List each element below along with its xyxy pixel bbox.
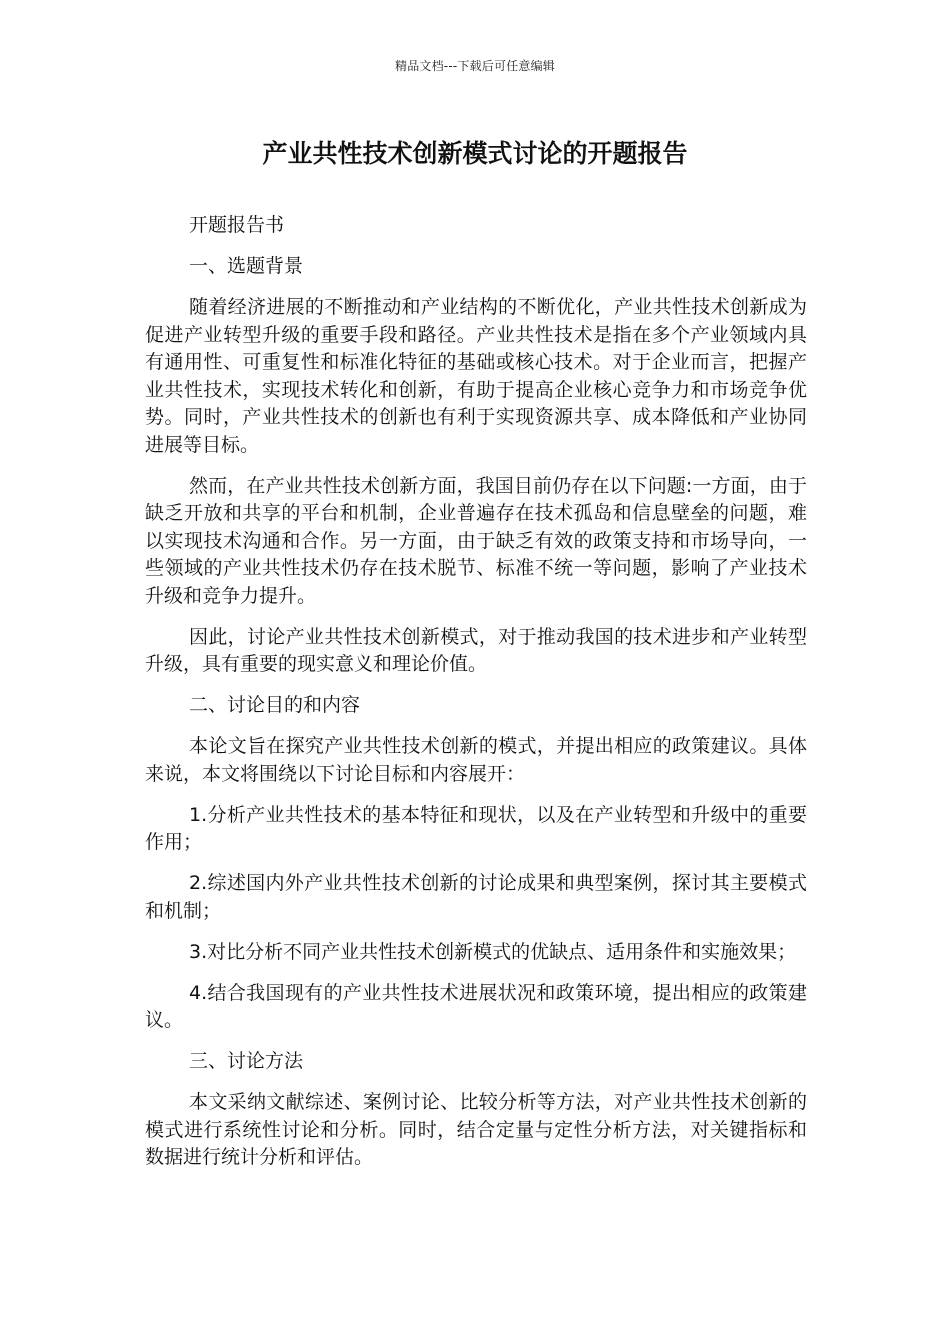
document-body (145, 212, 807, 1185)
section-heading-method: 三、讨论方法 (189, 1050, 304, 1072)
paragraph-background-1: 随着经济进展的不断推动和产业结构的不断优化，产业共性技术创新成为促进产业转型升级的重要手段和路径。产业共性技术是指在多个产业领域内具有通用性、可重复性和标准化特征的基础或核心技术。对于企业而言，把握产业共性技术，实现技术转化和创新，有助于提高企业核心竞争力和市场竞争优势。同时，产业共性技术的创新也有利于实现资源共享、成本降低和产业协同进展等目标。 (145, 296, 807, 456)
list-item-4: 4.结合我国现有的产业共性技术进展状况和政策环境，提出相应的政策建议。 (145, 981, 807, 1031)
paragraph-method: 本文采纳文献综述、案例讨论、比较分析等方法，对产业共性技术创新的模式进行系统性讨论和分析。同时，结合定量与定性分析方法，对关键指标和数据进行统计分析和评估。 (145, 1091, 807, 1168)
paragraph-background-3: 因此，讨论产业共性技术创新模式，对于推动我国的技术进步和产业转型升级，具有重要的现实意义和理论价值。 (145, 625, 807, 675)
report-label: 开题报告书 (189, 214, 285, 236)
list-item-3: 3.对比分析不同产业共性技术创新模式的优缺点、适用条件和实施效果； (189, 940, 797, 963)
header-note: 精品文档---下载后可任意编辑 (395, 59, 555, 73)
list-item-2: 2.综述国内外产业共性技术创新的讨论成果和典型案例，探讨其主要模式和机制； (145, 872, 807, 922)
section-heading-purpose: 二、讨论目的和内容 (189, 694, 361, 716)
section-heading-background: 一、选题背景 (189, 255, 304, 277)
paragraph-purpose: 本论文旨在探究产业共性技术创新的模式，并提出相应的政策建议。具体来说，本文将围绕以下讨论目标和内容展开： (145, 735, 807, 785)
list-item-1: 1.分析产业共性技术的基本特征和现状，以及在产业转型和升级中的重要作用； (145, 803, 807, 853)
paragraph-background-2: 然而，在产业共性技术创新方面，我国目前仍存在以下问题:一方面，由于缺乏开放和共享的平台和机制，企业普遍存在技术孤岛和信息壁垒的问题，难以实现技术沟通和合作。另一方面，由于缺乏有效的政策支持和市场导向，一些领域的产业共性技术仍存在技术脱节、标准不统一等问题，影响了产业技术升级和竞争力提升。 (145, 474, 807, 607)
document-title: 产业共性技术创新模式讨论的开题报告 (262, 139, 688, 168)
